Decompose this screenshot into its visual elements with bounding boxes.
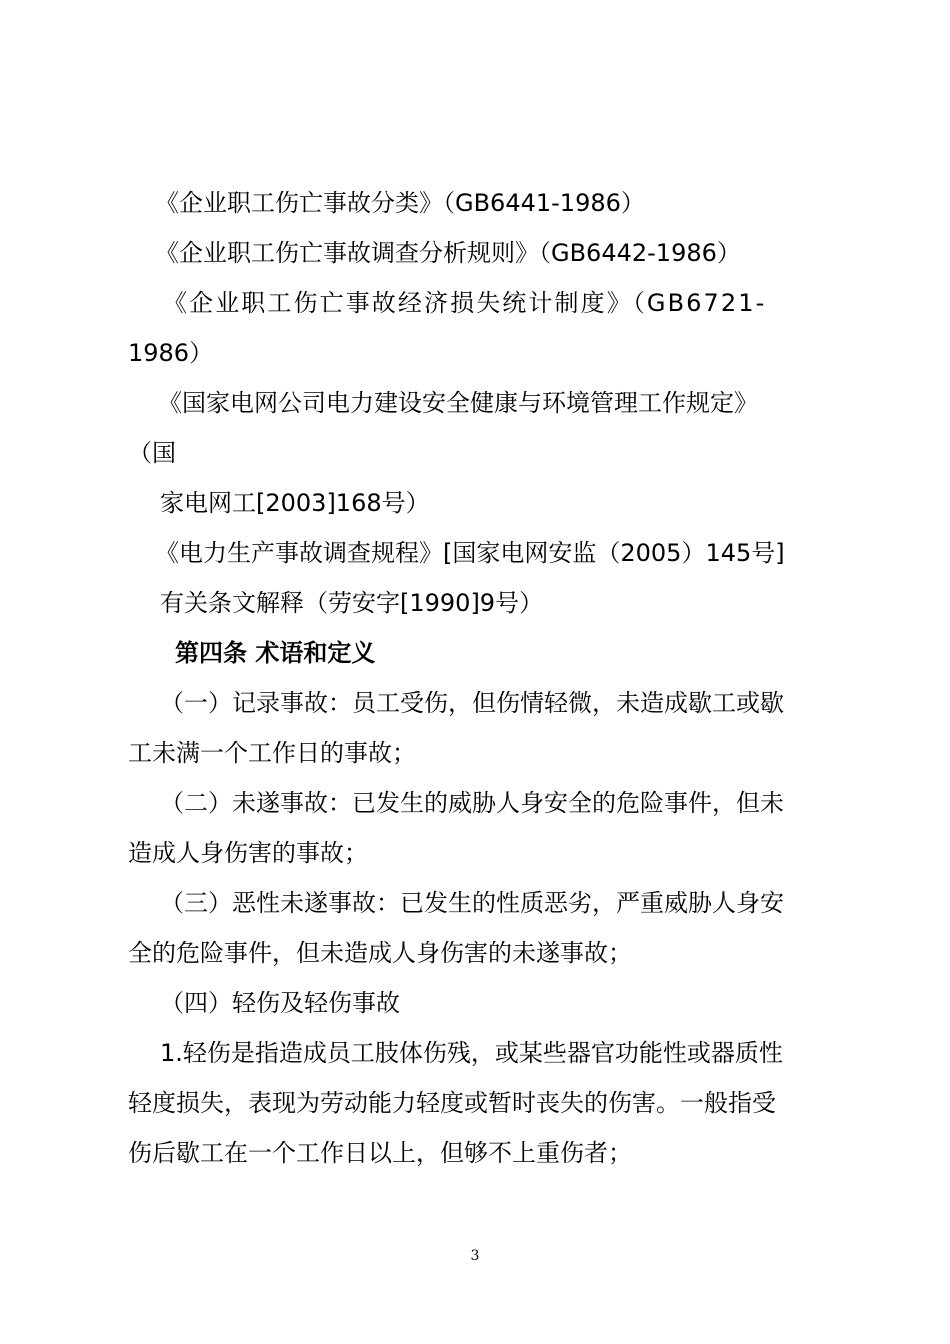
reference-state-grid-number: 家电网工[2003]168号） [160,489,430,517]
reference-interpretation: 有关条文解释（劳安字[1990]9号） [160,589,544,617]
definition-near-miss-cont: 造成人身伤害的事故； [128,839,368,867]
definition-minor-injury-1: 1.轻伤是指造成员工肢体伤残，或某些器官功能性或器质性 [160,1039,783,1067]
definition-record-accident: （一）记录事故：员工受伤，但伤情轻微，未造成歇工或歇 [160,689,784,717]
definition-record-accident-cont: 工未满一个工作日的事故； [128,739,416,767]
definition-near-miss: （二）未遂事故：已发生的威胁人身安全的危险事件，但未 [160,789,784,817]
definition-minor-injury-heading: （四）轻伤及轻伤事故 [160,989,400,1017]
definition-minor-injury-3: 伤后歇工在一个工作日以上，但够不上重伤者； [128,1139,632,1167]
reference-gb6441: 《企业职工伤亡事故分类》（GB6441-1986） [155,189,645,217]
reference-gb6442: 《企业职工伤亡事故调查分析规则》（GB6442-1986） [155,239,741,267]
definition-serious-near-miss-cont: 全的危险事件，但未造成人身伤害的未遂事故； [128,939,632,967]
reference-gb6721: 《企业职工伤亡事故经济损失统计制度》（GB6721- [163,289,767,317]
reference-state-grid-regulation-cont: （国 [128,439,176,467]
definition-serious-near-miss: （三）恶性未遂事故：已发生的性质恶劣，严重威胁人身安 [160,889,784,917]
reference-accident-investigation: 《电力生产事故调查规程》[国家电网安监（2005）145号] [155,539,785,567]
reference-gb6721-year: 1986） [128,339,214,367]
reference-state-grid-regulation: 《国家电网公司电力建设安全健康与环境管理工作规定》 [158,389,758,417]
page-number: 3 [470,1248,480,1264]
definition-minor-injury-2: 轻度损失，表现为劳动能力轻度或暂时丧失的伤害。一般指受 [128,1089,776,1117]
article-heading: 第四条 术语和定义 [175,639,376,667]
